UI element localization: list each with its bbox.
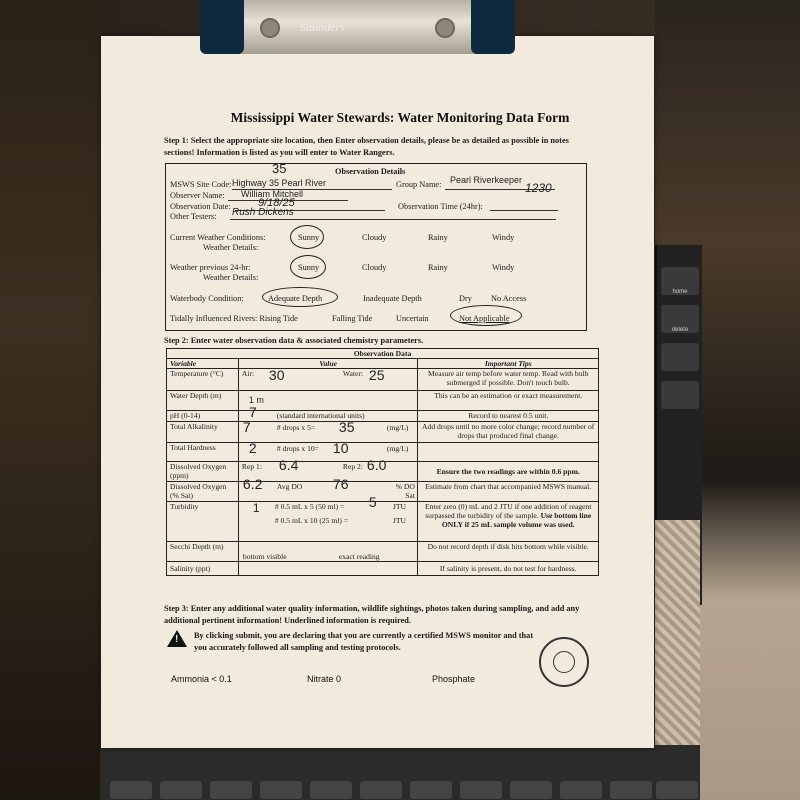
temp-air-label: Air: [241,369,255,378]
hard-formula: # drops x 10= [276,444,319,453]
waterbody-dry[interactable]: Dry [459,294,472,303]
alk-value-cell [238,419,418,443]
dosat-avg[interactable]: 6.2 [242,476,263,492]
weather-prev-cloudy[interactable]: Cloudy [362,263,387,272]
time-value[interactable]: 1230 [525,181,552,195]
basket [655,520,700,750]
weather-prev-windy[interactable]: Windy [492,263,515,272]
weather-prev-label: Weather previous 24-hr: [170,263,251,272]
ph-value-cell [238,404,418,422]
desk-left [0,0,100,800]
clip-brand: Saunders [300,20,345,34]
tidal-falling[interactable]: Falling Tide [332,314,373,323]
weather-prev-sunny-circle [290,255,326,279]
dosat-label: Dissolved Oxygen (% Sat) [167,482,239,502]
alk-tip: Add drops until no more color change; record number of drops that produced final change. [418,422,599,443]
tidal-na-circle [450,305,522,326]
turb-label: Turbidity [167,502,239,542]
do-rep1-value[interactable]: 6.4 [278,457,299,473]
alk-formula: # drops x 5= [276,423,316,432]
secchi-opt2[interactable]: exact reading [338,552,380,561]
secchi-opt1[interactable]: bottom visible [242,552,287,561]
turb-unit1: JTU [392,502,406,511]
waterbody-adequate-circle [262,287,338,307]
key-blank [661,343,699,371]
weather-prev-sunny[interactable]: Sunny [298,263,320,272]
date-label: Observation Date: [170,202,231,211]
depth-value[interactable]: 1 m [248,395,264,405]
tidal-not-applicable[interactable]: Not Applicable [459,314,510,323]
tidal-label: Tidally Influenced Rivers: Rising Tide [170,314,298,323]
waterbody-no-access[interactable]: No Access [491,294,527,303]
depth-label: Water Depth (m) [167,391,239,411]
depth-value-cell [238,391,418,411]
do-rep1-label: Rep 1: [241,462,262,471]
observation-data-table [166,348,599,576]
declaration-text: By clicking submit, you are declaring that you are currently a certified MSWS monitor and that you accurately followed all sampling and testing protocols. [194,631,534,652]
weather-cloudy[interactable]: Cloudy [362,233,387,242]
group-label: Group Name: [396,180,442,189]
temp-label: Temperature (°C) [167,369,239,391]
turb-tip-bold: Use bottom line ONLY if 25 mL sample volume was used. [441,511,592,529]
msws-seal-icon [539,637,589,687]
ph-label: pH (0-14) [167,411,239,422]
dosat-value[interactable]: 76 [332,476,349,492]
turb-formula1: # 0.5 mL x 5 (50 ml) = [274,502,345,511]
site-code-label: MSWS Site Code: [170,180,232,189]
temp-tip: Measure air temp before water temp. Read with bulb submerged if possible. Don't touch bulb. [418,369,599,391]
key-home: home [661,267,699,295]
weather-rainy[interactable]: Rainy [428,233,448,242]
col-value: Value [238,359,418,369]
form-title: Mississippi Water Stewards: Water Monitoring Data Form [230,110,570,125]
secchi-label: Secchi Depth (m) [167,542,239,562]
hard-drops[interactable]: 2 [248,440,257,456]
hard-value[interactable]: 10 [332,440,349,456]
hard-value-cell [238,440,418,462]
details-header: Observation Details [335,167,406,176]
alk-unit: (mg/L) [386,423,409,432]
depth-tip: This can be an estimation or exact measurement. [418,391,599,411]
clip-hinge-right [471,0,515,54]
testers-value[interactable]: Rush Dickens [232,207,294,218]
weather-details-label: Weather Details: [203,243,259,252]
do-rep2-value[interactable]: 6.0 [366,457,387,473]
step3-text: Step 3: Enter any additional water quality information, wildlife sightings, photos taken during sampling, and add any additional pertinent information! Underlined information is required. [164,604,580,625]
key-delete: delete [661,305,699,333]
turb-tip: Enter zero (0) mL and 2 JTU if one addition of reagent surpassed the turbidity of the sample. [424,502,592,520]
date-value[interactable]: 9/18/25 [258,197,295,209]
dosat-avg-label: Avg DO [276,482,303,491]
weather-label: Current Weather Conditions: [170,233,266,242]
secchi-tip: Do not record depth if disk hits bottom while visible. [418,542,599,562]
secchi-value-cell [238,542,418,562]
temp-air-value[interactable]: 30 [268,367,285,383]
keyboard-bottom [100,745,700,800]
dosat-unit: % DO Sat [395,482,415,500]
hard-tip-empty [418,443,599,462]
waterbody-inadequate[interactable]: Inadequate Depth [363,294,422,303]
sal-tip: If salinity is present, do not test for hardness. [418,562,599,576]
hard-label: Total Hardness [167,443,239,462]
do-rep2-label: Rep 2: [342,462,363,471]
testers-label: Other Testers: [170,212,217,221]
weather-sunny[interactable]: Sunny [298,233,320,242]
ph-tip: Record to nearest 0.5 unit. [418,411,599,422]
weather-prev-rainy[interactable]: Rainy [428,263,448,272]
turb-formula2: # 0.5 mL x 10 (25 ml) = [274,516,349,525]
temp-value-cell [238,369,418,391]
weather-prev-details-label: Weather Details: [203,273,259,282]
step2-text: Step 2: Enter water observation data & associated chemistry parameters. [164,336,424,345]
dosat-tip: Estimate from chart that accompanied MSWS manual. [418,482,599,502]
ph-value[interactable]: 7 [248,404,257,420]
step1-text: Step 1: Select the appropriate site location, then Enter observation details, please be as detailed as possible in notes sections! Information is listed as you will enter to Water Rangers. [164,136,569,157]
temp-water-label: Water: [342,369,363,378]
phosphate-note[interactable]: Phosphate [432,674,476,684]
clipboard-clip [200,0,515,54]
do-tip: Ensure the two readings are within 0.6 ppm. [418,462,599,482]
key-arrow [661,381,699,409]
temp-water-value[interactable]: 25 [368,367,385,383]
group-value[interactable]: Pearl Riverkeeper [450,175,523,185]
sal-value-cell[interactable] [238,562,418,576]
waterbody-adequate[interactable]: Adequate Depth [268,294,323,303]
turb-ml[interactable]: 1 [252,501,260,515]
clip-hinge-left [200,0,244,54]
do-value-cell [238,457,418,482]
ph-unit: (standard international units) [276,411,365,420]
site-code-handwritten: 35 [272,161,287,176]
sal-label: Salinity (ppt) [167,562,239,576]
observer-value[interactable]: William Mitchell [241,189,304,199]
turb-tip-cell [418,502,599,542]
alk-label: Total Alkalinity [167,422,239,443]
site-code-value[interactable]: Highway 35 Pearl River [232,178,327,188]
warning-mark-icon: ! [175,634,179,645]
ammonia-note[interactable]: Ammonia < 0.1 [171,674,232,684]
turb-value[interactable]: 5 [368,494,377,510]
time-label: Observation Time (24hr): [398,202,483,211]
tidal-uncertain[interactable]: Uncertain [396,314,429,323]
dosat-value-cell [238,476,418,502]
turb-value-cell [238,494,418,542]
weather-sunny-circle [290,225,324,249]
waterbody-label: Waterbody Condition: [170,294,244,303]
do-label: Dissolved Oxygen (ppm) [167,462,239,482]
alk-drops[interactable]: 7 [242,419,251,435]
obs-header: Observation Data [167,349,599,359]
alk-value[interactable]: 35 [338,419,355,435]
nitrate-note[interactable]: Nitrate 0 [307,674,342,684]
col-variable: Variable [167,359,239,369]
turb-unit2: JTU [392,516,406,525]
observer-label: Observer Name: [170,191,225,200]
hard-unit: (mg/L) [386,444,409,453]
weather-windy[interactable]: Windy [492,233,515,242]
col-tips: Important Tips [418,359,599,369]
